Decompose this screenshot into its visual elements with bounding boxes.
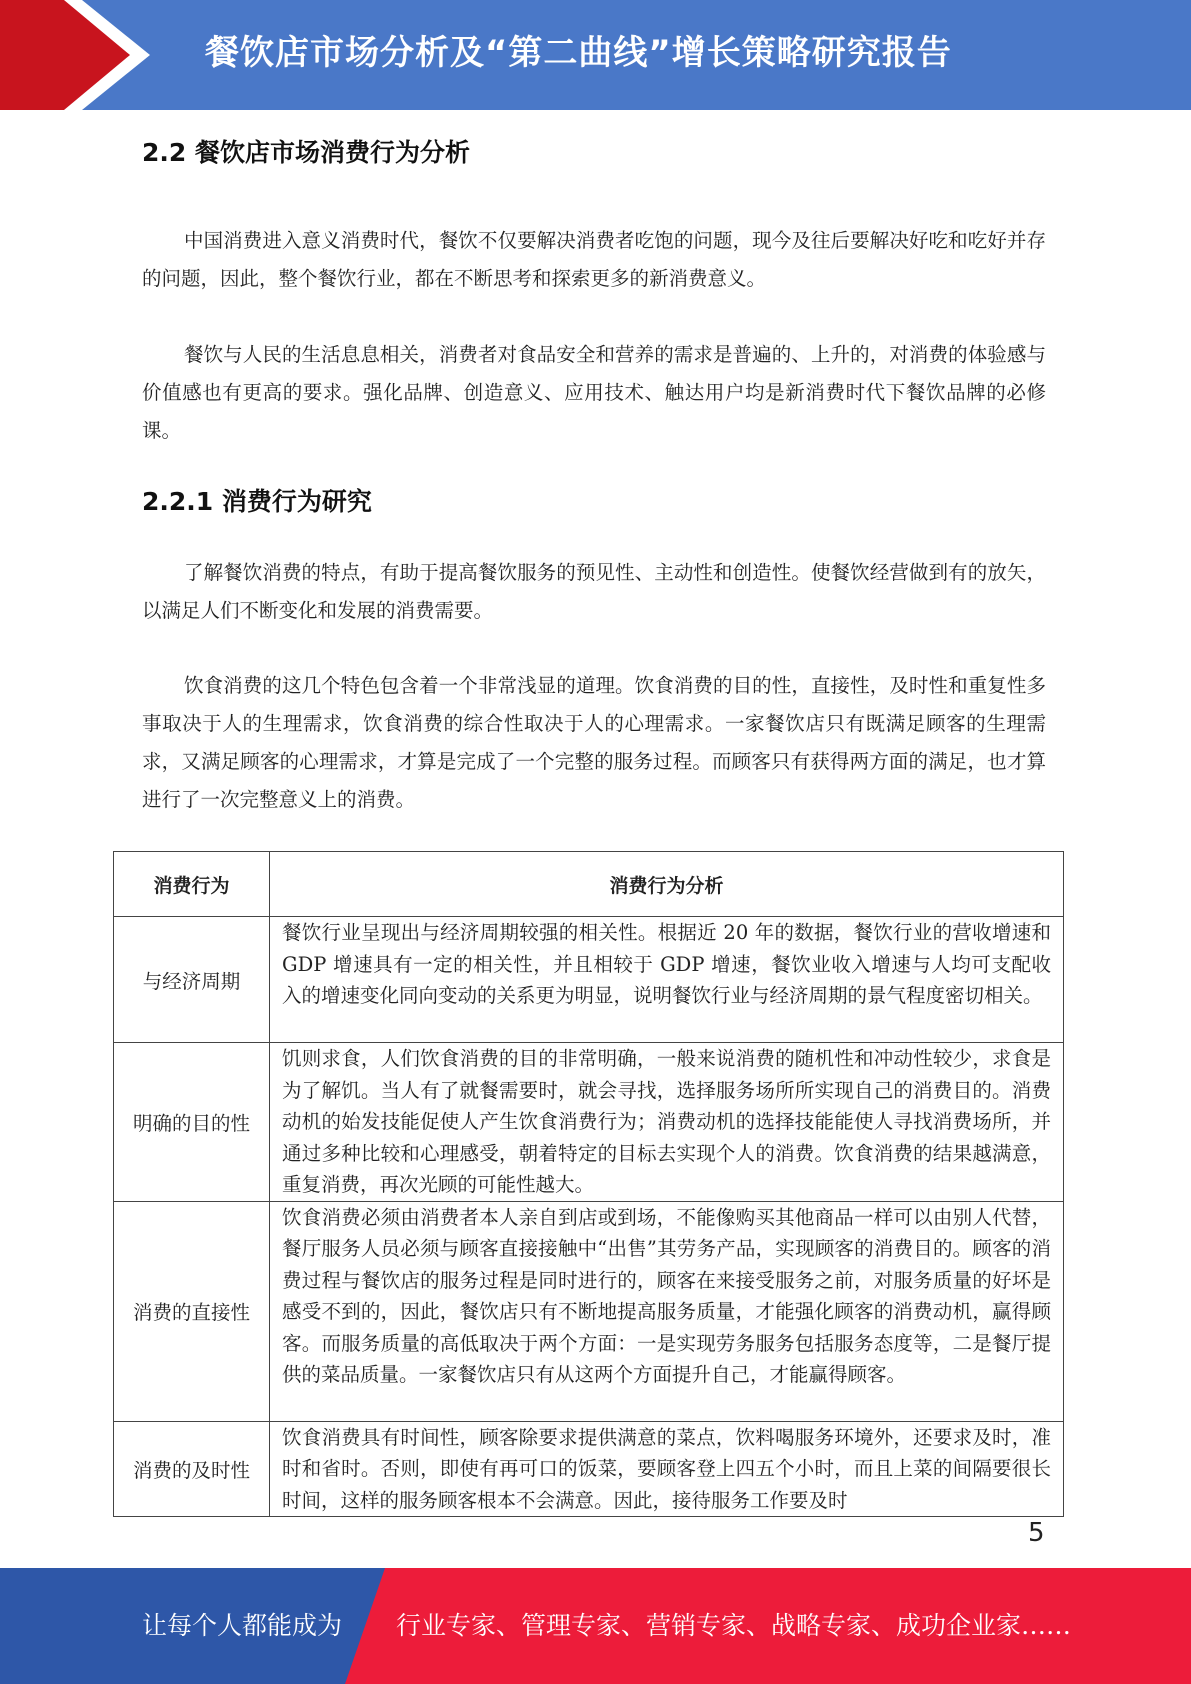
section-heading: 2.2 餐饮店市场消费行为分析 — [142, 138, 470, 167]
column-header-behavior: 消费行为 — [114, 852, 270, 917]
subsection-paragraph-1: 了解餐饮消费的特点，有助于提高餐饮服务的预见性、主动性和创造性。使餐饮经营做到有的放矢，以满足人们不断变化和发展的消费需要。 — [142, 561, 1046, 622]
header-banner — [0, 0, 1191, 110]
report-title: 餐饮店市场分析及“第二曲线”增长策略研究报告 — [205, 33, 952, 73]
red-arrow-decoration — [0, 0, 150, 110]
analysis-cell: 餐饮行业呈现出与经济周期较强的相关性。根据近 20 年的数据，餐饮行业的营收增速和 GDP 增速具有一定的相关性，并且相较于 GDP 增速，餐饮业收入增速与人均可支配收入的增速变化同向变动的关系更为明显，说明餐饮行业与经济周期的景气程度密切相关。 — [270, 917, 1064, 1043]
table-header-row — [114, 852, 1064, 917]
behavior-cell: 消费的及时性 — [114, 1421, 270, 1517]
consumer-behavior-table — [113, 851, 1064, 1517]
subsection-heading: 2.2.1 消费行为研究 — [142, 487, 372, 516]
section-paragraph-2: 餐饮与人民的生活息息相关，消费者对食品安全和营养的需求是普遍的、上升的，对消费的体验感与价值感也有更高的要求。强化品牌、创造意义、应用技术、触达用户均是新消费时代下餐饮品牌的必修课。 — [142, 343, 1046, 442]
page-number: 5 — [1028, 1518, 1045, 1548]
behavior-cell: 与经济周期 — [114, 917, 270, 1043]
analysis-cell: 饮食消费具有时间性，顾客除要求提供满意的菜点，饮料喝服务环境外，还要求及时，准时和省时。否则，即使有再可口的饭菜，要顾客登上四五个小时，而且上菜的间隔要很长时间，这样的服务顾客根本不会满意。因此，接待服务工作要及时 — [270, 1421, 1064, 1517]
table-row — [114, 1043, 1064, 1202]
footer-slogan-right: 行业专家、管理专家、营销专家、战略专家、成功企业家…… — [396, 1611, 1072, 1640]
footer-slogan-left: 让每个人都能成为 — [142, 1611, 343, 1640]
section-paragraph-1: 中国消费进入意义消费时代，餐饮不仅要解决消费者吃饱的问题，现今及往后要解决好吃和吃好并存的问题，因此，整个餐饮行业，都在不断思考和探索更多的新消费意义。 — [142, 229, 1046, 290]
column-header-analysis: 消费行为分析 — [270, 852, 1064, 917]
table-row — [114, 917, 1064, 1043]
behavior-cell: 消费的直接性 — [114, 1201, 270, 1421]
behavior-cell: 明确的目的性 — [114, 1043, 270, 1202]
table-row — [114, 1201, 1064, 1421]
subsection-paragraph-2: 饮食消费的这几个特色包含着一个非常浅显的道理。饮食消费的目的性，直接性，及时性和重复性多事取决于人的生理需求，饮食消费的综合性取决于人的心理需求。一家餐饮店只有既满足顾客的生理需求，又满足顾客的心理需求，才算是完成了一个完整的服务过程。而顾客只有获得两方面的满足，也才算进行了一次完整意义上的消费。 — [142, 674, 1046, 811]
footer-banner — [0, 1568, 1191, 1684]
analysis-cell: 饥则求食，人们饮食消费的目的非常明确，一般来说消费的随机性和冲动性较少，求食是为了解饥。当人有了就餐需要时，就会寻找，选择服务场所所实现自己的消费目的。消费动机的始发技能促使人产生饮食消费行为；消费动机的选择技能能使人寻找消费场所，并通过多种比较和心理感受，朝着特定的目标去实现个人的消费。饮食消费的结果越满意，重复消费，再次光顾的可能性越大。 — [270, 1043, 1064, 1202]
analysis-cell: 饮食消费必须由消费者本人亲自到店或到场，不能像购买其他商品一样可以由别人代替，餐厅服务人员必须与顾客直接接触中“出售”其劳务产品，实现顾客的消费目的。顾客的消费过程与餐饮店的服务过程是同时进行的，顾客在来接受服务之前，对服务质量的好坏是感受不到的，因此，餐饮店只有不断地提高服务质量，才能强化顾客的消费动机，赢得顾客。而服务质量的高低取决于两个方面：一是实现劳务服务包括服务态度等，二是餐厅提供的菜品质量。一家餐饮店只有从这两个方面提升自己，才能赢得顾客。 — [270, 1201, 1064, 1421]
table-row — [114, 1421, 1064, 1517]
